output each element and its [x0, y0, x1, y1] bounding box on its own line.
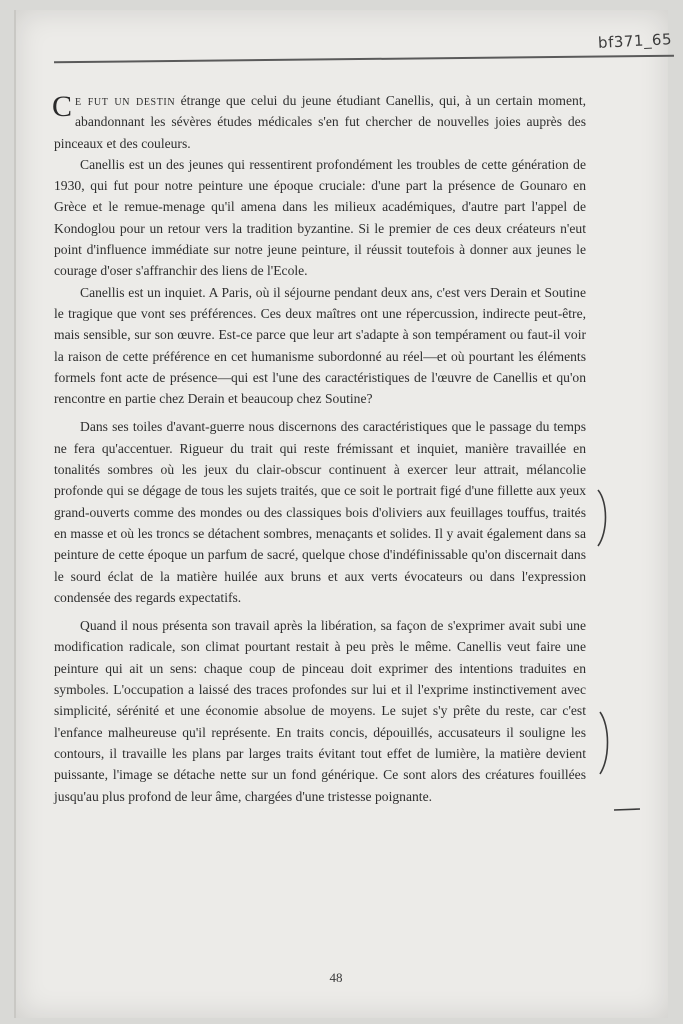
scanned-page	[14, 10, 673, 1018]
page-number: 48	[329, 970, 343, 985]
handwritten-annotation: bf371_65	[597, 30, 673, 52]
top-rule	[54, 55, 674, 63]
drop-cap: C	[52, 90, 73, 123]
paragraph-1-text: étrange que celui du jeune étudiant Canellis, qui, à un certain moment, abandonnant les sévères études médicales s'en fut chercher de nouvelles joies auprès des pinceaux et des couleurs.	[54, 93, 586, 151]
margin-dash-mark	[612, 806, 642, 814]
paragraph-3: Canellis est un inquiet. A Paris, où il séjourne pendant deux ans, c'est vers Derain et Soutine le tragique que vont ses préférences. Ces deux maîtres ont une répercussion, indirecte peut-être, mais sensible, sur son œuvre. Est-ce parce que leur art s'adapte à son tempérament ou faut-il voir la raison de cette préférence en cet humanisme subordonné au réel—et où pourtant les éléments formels font acte de présence—qui est l'une des caractéristiques de l'œuvre de Canellis et qu'on rencontre en partie chez Derain et beaucoup chez Soutine?	[54, 284, 586, 407]
margin-bracket-mark	[594, 488, 614, 548]
paragraph-2: Canellis est un des jeunes qui ressentirent profondément les troubles de cette génération de 1930, qui fut pour notre peinture une époque cruciale: d'une part la présence de Gounaro en Grèce et le remue-menage qu'il amena dans les milieux académiques, d'autre part l'appel de Kondoglou pour un retour vers la tradition byzantine. Si le premier de ces deux créateurs n'eut point d'influence immédiate sur notre jeune peinture, il réussit toutefois à donner aux jeunes le courage d'oser s'affranchir des liens de l'Ecole.	[54, 156, 586, 279]
paragraph-5: Quand il nous présenta son travail après la libération, sa façon de s'exprimer avait subi une modification radicale, son climat pourtant restait à peu près le même. Canellis veut faire une peinture qui ait un sens: chaque coup de pinceau doit exprimer des intentions traduites en symboles. L'occupation a laissé des traces profondes sur lui et il l'exprime instinctivement avec simplicité, sérénité et une économie absolue de moyens. Le sujet s'y prête du reste, car c'est l'enfance malheureuse qu'il représente. En traits concis, dépouillés, accusateurs il souligne les contours, il travaille les plans par larges traits évitant tout effet de lumière, la matière devient puissante, l'image se détache nette sur un fond générique. Ce sont alors des créatures fouillées jusqu'au plus profond de leur âme, chargées d'une tristesse poignante.	[54, 618, 586, 804]
article-text	[54, 90, 586, 807]
paragraph-1	[54, 90, 586, 154]
paragraph-4: Dans ses toiles d'avant-guerre nous discernons des caractéristiques que le passage du temps ne fera qu'accentuer. Rigueur du trait qui reste frémissant et inquiet, manière travaillée en tonalités sombres où les jeux du clair-obscur continuent à exercer leur attrait, mélancolie profonde qui se dégage de tous les sujets traités, que ce soit le portrait figé d'une fillette aux yeux grand-ouverts comme des mondes ou des classiques bois d'oliviers aux feuillages touffus, traités en masse et où les troncs se détachent sombres, menaçants et solides. Il y avait également dans sa peinture de cette époque un parfum de sacré, quelque chose d'indéfinissable qu'on discernait dans le sourd éclat de la matière huilée aux bruns et aux verts évocateurs ou dans l'expression condensée des regards expectatifs.	[54, 419, 586, 605]
margin-bracket-mark	[596, 710, 616, 776]
lead-in-smallcaps: e fut un destin	[75, 93, 176, 108]
